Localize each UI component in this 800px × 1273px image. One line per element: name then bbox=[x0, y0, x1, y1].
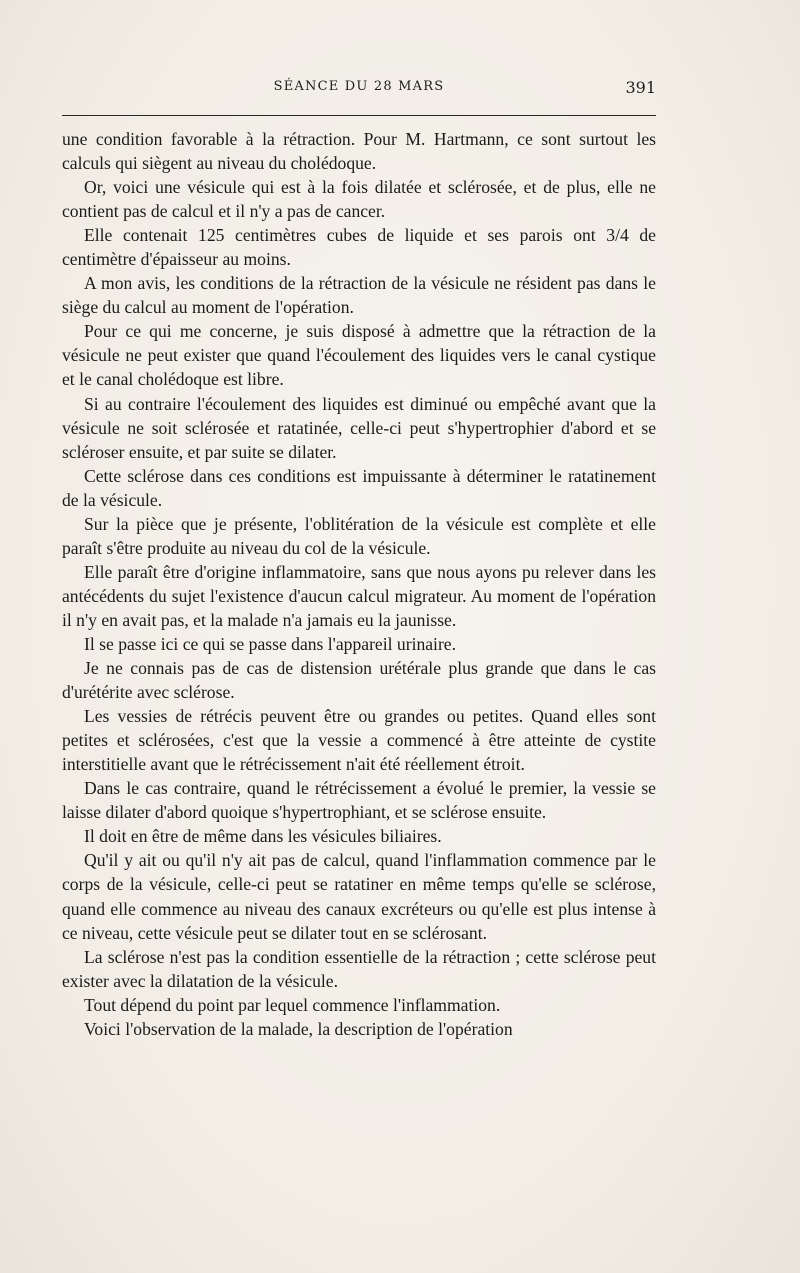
paragraph: Cette sclérose dans ces conditions est impuissante à déterminer le ratatinement de la vésicule. bbox=[62, 465, 656, 510]
page-header bbox=[62, 78, 656, 102]
header-rule bbox=[62, 115, 656, 116]
paragraph: Si au contraire l'écoulement des liquides est diminué ou empêché avant que la vésicule ne soit sclérosée et ratatinée, celle-ci peut s'hypertrophier d'abord et se scléroser ensuite, et par suite se dilater. bbox=[62, 393, 656, 462]
paragraph: A mon avis, les conditions de la rétraction de la vésicule ne résident pas dans le siège du calcul au moment de l'opération. bbox=[62, 273, 656, 318]
paragraph: Dans le cas contraire, quand le rétrécissement a évolué le premier, la vessie se laisse dilater d'abord quoique s'hypertrophiant, et se sclérose ensuite. bbox=[62, 778, 656, 823]
paragraph: La sclérose n'est pas la condition essentielle de la rétraction ; cette sclérose peut exister avec la dilatation de la vésicule. bbox=[62, 946, 656, 991]
paragraph: Sur la pièce que je présente, l'oblitération de la vésicule est complète et elle paraît s'être produite au niveau du col de la vésicule. bbox=[62, 513, 656, 558]
paragraph: Tout dépend du point par lequel commence l'inflammation. bbox=[84, 994, 501, 1015]
paragraph: Voici l'observation de la malade, la description de l'opération bbox=[84, 1018, 513, 1039]
paragraph: Pour ce qui me concerne, je suis disposé à admettre que la rétraction de la vésicule ne peut exister que quand l'écoulement des liquides vers le canal cystique et le canal cholédoque est libre. bbox=[62, 321, 656, 390]
paragraph: Qu'il y ait ou qu'il n'y ait pas de calcul, quand l'inflammation commence par le corps de la vésicule, celle-ci peut se ratatiner en même temps qu'elle se sclérose, quand elle commence au niveau des canaux excréteurs ou qu'elle est plus intense à ce niveau, cette vésicule peut se dilater tout en se sclérosant. bbox=[62, 850, 656, 943]
paragraph: Il se passe ici ce qui se passe dans l'appareil urinaire. bbox=[84, 633, 457, 654]
paragraph: Or, voici une vésicule qui est à la fois dilatée et sclérosée, et de plus, elle ne contient pas de calcul et il n'y a pas de cancer. bbox=[62, 177, 656, 222]
paragraph: Les vessies de rétrécis peuvent être ou grandes ou petites. Quand elles sont petites et sclérosées, c'est que la vessie a commencé à être atteinte de cystite interstitielle avant que le rétrécissement n'ait été réellement étroit. bbox=[62, 706, 656, 775]
paragraph: Elle contenait 125 centimètres cubes de liquide et ses parois ont 3/4 de centimètre d'épaisseur au moins. bbox=[62, 225, 656, 270]
page-number: 391 bbox=[625, 78, 656, 97]
paragraph: Il doit en être de même dans les vésicules biliaires. bbox=[84, 826, 442, 847]
body-text bbox=[62, 127, 656, 1041]
paragraph: Elle paraît être d'origine inflammatoire, sans que nous ayons pu relever dans les antécédents du sujet l'existence d'aucun calcul migrateur. Au moment de l'opération il n'y en avait pas, et la malade n'a jamais eu la jaunisse. bbox=[62, 561, 656, 630]
paragraph: une condition favorable à la rétraction. Pour M. Hartmann, ce sont surtout les calculs qui siègent au niveau du cholédoque. bbox=[62, 129, 656, 174]
paragraph: Je ne connais pas de cas de distension urétérale plus grande que dans le cas d'urétérite avec sclérose. bbox=[62, 658, 656, 703]
running-head: SÉANCE DU 28 MARS bbox=[273, 79, 445, 94]
